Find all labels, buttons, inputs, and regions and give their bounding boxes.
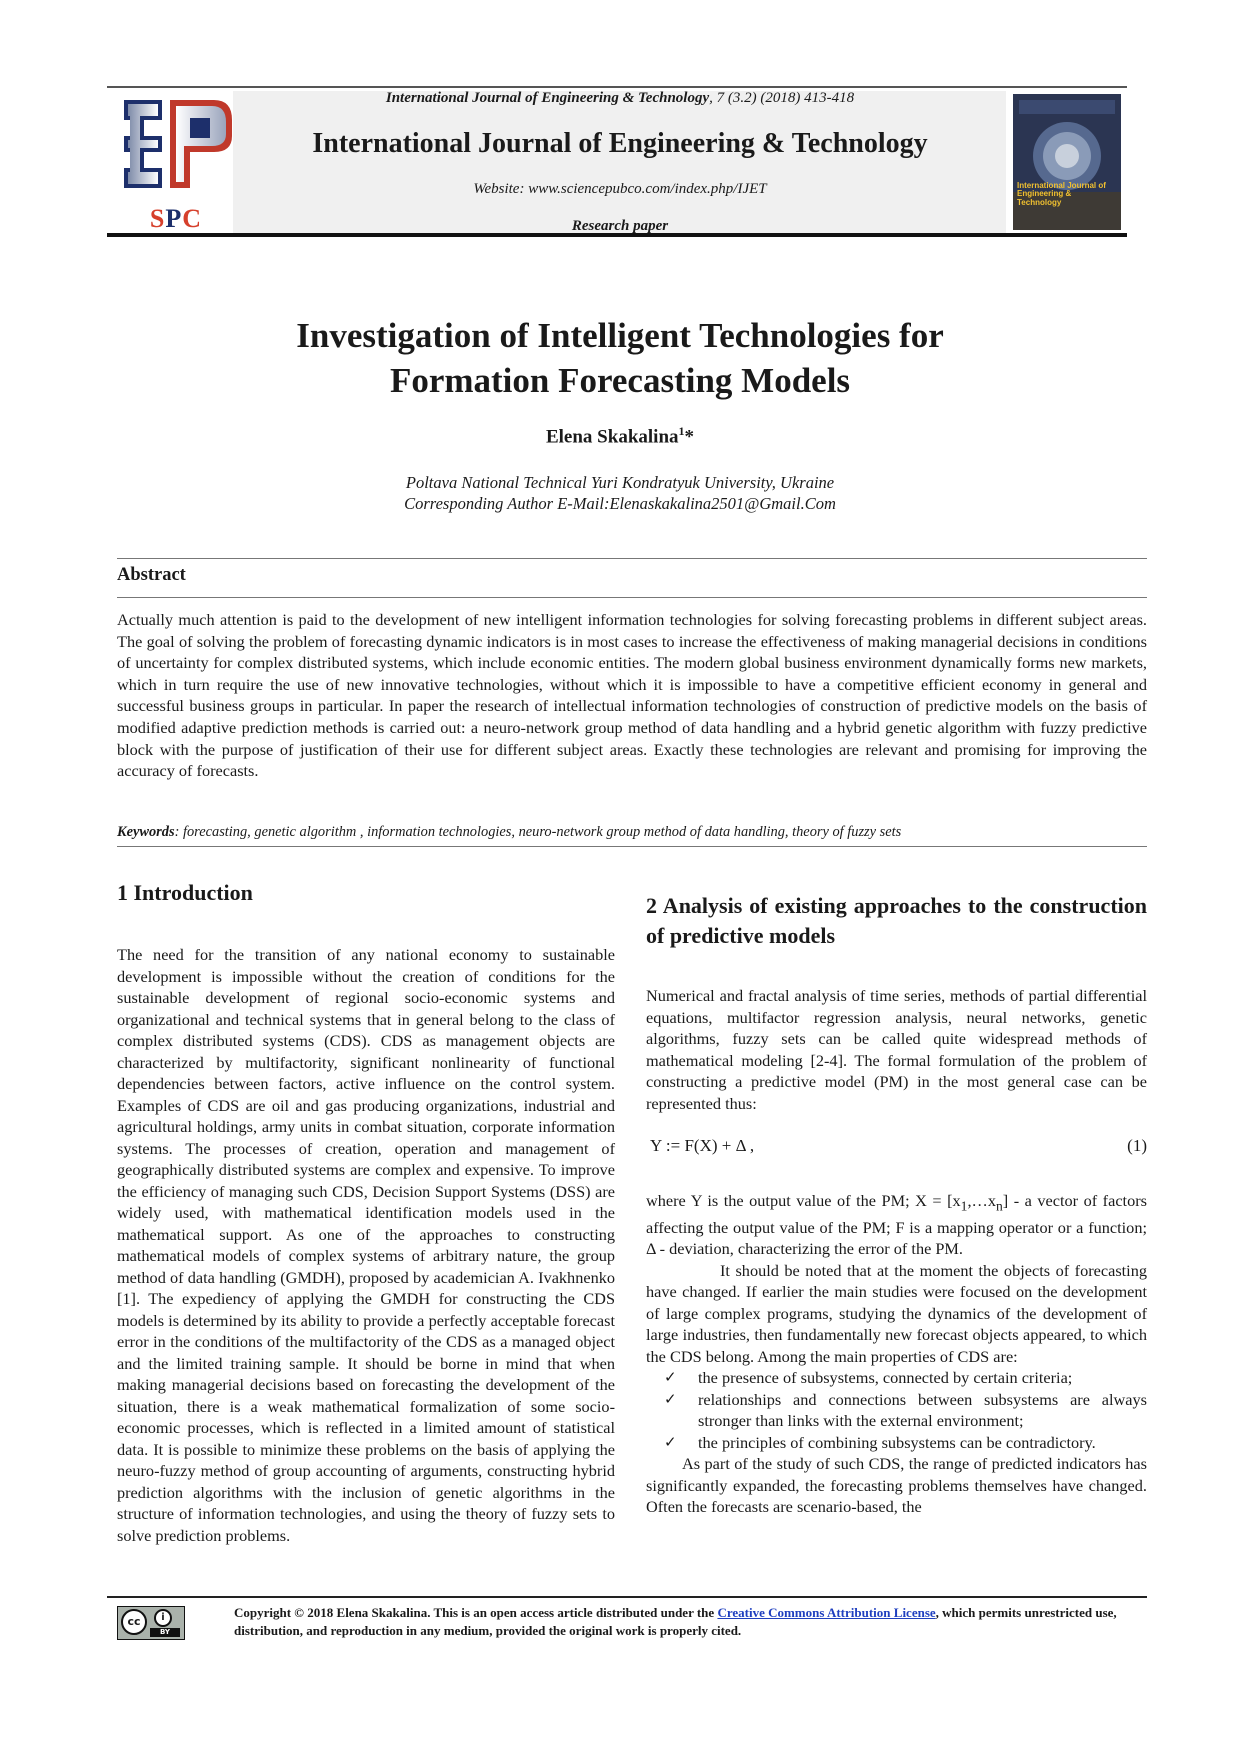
header-band: [233, 91, 1006, 233]
cover-title: International Journal of Engineering & Technology: [1017, 180, 1106, 208]
cc-by-license-badge[interactable]: [117, 1606, 185, 1640]
header-top-rule: [107, 86, 1127, 88]
section-2-paragraph-3: It should be noted that at the moment the objects of forecasting have changed. If earlier the main studies were focused on the development of large complex programs, studying the dynamics of the development of large industries, then fundamentally new forecast objects appeared, to which the CDS belong. Among the main properties of CDS are:: [646, 1260, 1147, 1366]
paper-title-line-2: Formation Forecasting Models: [389, 361, 851, 400]
journal-website[interactable]: Website: www.sciencepubco.com/index.php/IJET: [473, 181, 767, 197]
keywords: Keywords: forecasting, genetic algorithm , information technologies, neuro-network group method of data handling, theory of fuzzy sets: [117, 824, 902, 840]
attribution-person-icon: i: [154, 1609, 172, 1627]
list-item: ✓ relationships and connections between subsystems are always stronger than links with the external environment;: [664, 1389, 1147, 1431]
section-2-heading: 2 Analysis of existing approaches to the construction of predictive models: [646, 893, 1147, 948]
left-column: [117, 878, 615, 1546]
equation-1: [646, 1136, 1147, 1162]
copyright-notice: Copyright © 2018 Elena Skakalina. This is an open access article distributed under the Creative Commons Attribution License, which permits unrestricted use, distribution, and reproduction in any medium, provided the original work is properly cited.: [234, 1605, 1117, 1638]
equation-number: (1): [1127, 1136, 1147, 1155]
cover-art-icon: [1013, 94, 1121, 230]
journal-citation: International Journal of Engineering & Technology, 7 (3.2) (2018) 413-418: [385, 90, 855, 106]
author-affiliation: [100, 472, 1140, 514]
spc-logo-text: SPC: [149, 204, 203, 233]
paper-title-line-1: Investigation of Intelligent Technologies for: [296, 316, 944, 355]
journal-name: International Journal of Engineering & Technology: [312, 128, 928, 159]
abstract-heading-rule: [117, 597, 1147, 598]
author-name: Elena Skakalina$^1$*: [545, 424, 695, 448]
license-link[interactable]: Creative Commons Attribution License: [717, 1605, 936, 1620]
by-label: BY: [150, 1628, 180, 1637]
article-type: Research paper: [571, 218, 669, 234]
abstract-top-rule: [117, 558, 1147, 559]
equation-formula: Y := F(X) + Δ ,: [650, 1136, 755, 1155]
section-2-paragraph-2: where Y is the output value of the PM; $X = [x_1,\dots x_n] - a$ vector of factors affecting the output value of the PM; F is a mapping operator or a function; Δ - deviation, characterizing the error of the PM.: [646, 1191, 1147, 1259]
checkmark-icon: ✓: [664, 1389, 677, 1408]
cds-properties-list: [646, 1367, 1147, 1453]
footer-rule: [107, 1596, 1147, 1598]
right-column: [646, 891, 1147, 1518]
section-1-paragraph: The need for the transition of any national economy to sustainable development is impossible without the creation of conditions for the sustainable development of regional socio-economic systems and organizational and technical systems that in general belong to the class of complex distributed systems (CDS). CDS as management objects are characterized by multifactority, significant nonlinearity of functional dependencies between factors, active influence on the control system. Examples of CDS are oil and gas producing organizations, industrial and agricultural holdings, army units in combat situation, corporate information systems. The processes of creation, operation and management of geographically distributed systems are complex and expensive. To improve the efficiency of managing such CDS, Decision Support Systems (DSS) are widely used, with mathematical identification models used in the mathematical support. As one of the approaches to constructing mathematical models of complex systems of arbitrary nature, the group method of data handling (GMDH), proposed by academician A. Ivakhnenko [1]. The expediency of applying the GMDH for constructing the CDS models is determined by its ability to provide a perfectly acceptable forecast error in the conditions of the multifactority of the CDS as a managed object and the limited training sample. It should be borne in mind that when making managerial decisions based on forecasting the development of the situation, there is a weak mathematical formalization of some socio-economic processes, which is reflected in a limited amount of statistical data. It is possible to minimize these problems on the basis of applying the neuro-fuzzy method of group accounting of arguments, constructing hybrid prediction algorithms with the inclusion of genetic algorithms in the structure of information technologies, and using the theory of fuzzy sets to solve prediction problems.: [117, 945, 615, 1545]
section-1-heading: 1 Introduction: [117, 880, 253, 905]
abstract-text: Actually much attention is paid to the development of new intelligent information technologies for solving forecasting problems in different subject areas. The goal of solving the problem of forecasting dynamic indicators is in most cases to increase the effectiveness of making managerial decisions in conditions of uncertainty for complex distributed systems, which include economic entities. The modern global business environment dynamically forms new markets, which in turn require the use of new innovative technologies, without which it is impossible to have a competitive efficient economy in general and successful business groups in particular. In paper the research of intellectual information technologies of construction of predictive models on the basis of modified adaptive prediction methods is carried out: a neuro-network group method of data handling and a hybrid genetic algorithm with fuzzy predictive block with the purpose of justification of their use for different subject areas. Exactly these technologies are relevant and promising for improving the accuracy of forecasts.: [117, 610, 1147, 781]
journal-cover-image: [1013, 94, 1121, 230]
section-2-paragraph-4: As part of the study of such CDS, the range of predicted indicators has significantly expanded, the forecasting problems themselves have changed. Often the forecasts are scenario-based, the: [646, 1454, 1147, 1517]
creative-commons-icon: cc: [121, 1609, 147, 1635]
checkmark-icon: ✓: [664, 1368, 677, 1387]
list-item: ✓ the principles of combining subsystems can be contradictory.: [664, 1432, 1096, 1452]
affiliation-line: Poltava National Technical Yuri Kondratyuk University, Ukraine: [405, 473, 835, 492]
checkmark-icon: ✓: [664, 1432, 677, 1451]
list-item: ✓ the presence of subsystems, connected by certain criteria;: [664, 1368, 1073, 1388]
corresponding-email: Corresponding Author E-Mail:Elenaskakalina2501@Gmail.Com: [404, 494, 836, 513]
paper-title: [100, 313, 1140, 403]
keywords-bottom-rule: [117, 846, 1147, 847]
abstract-heading: Abstract: [117, 565, 186, 585]
section-2-paragraph-1: Numerical and fractal analysis of time series, methods of partial differential equations, multifactor regression analysis, neural networks, genetic algorithms, fuzzy sets can be called quite widespread methods of mathematical modeling [2-4]. The formal formulation of the problem of constructing a predictive model (PM) in the most general case can be represented thus:: [646, 986, 1147, 1113]
